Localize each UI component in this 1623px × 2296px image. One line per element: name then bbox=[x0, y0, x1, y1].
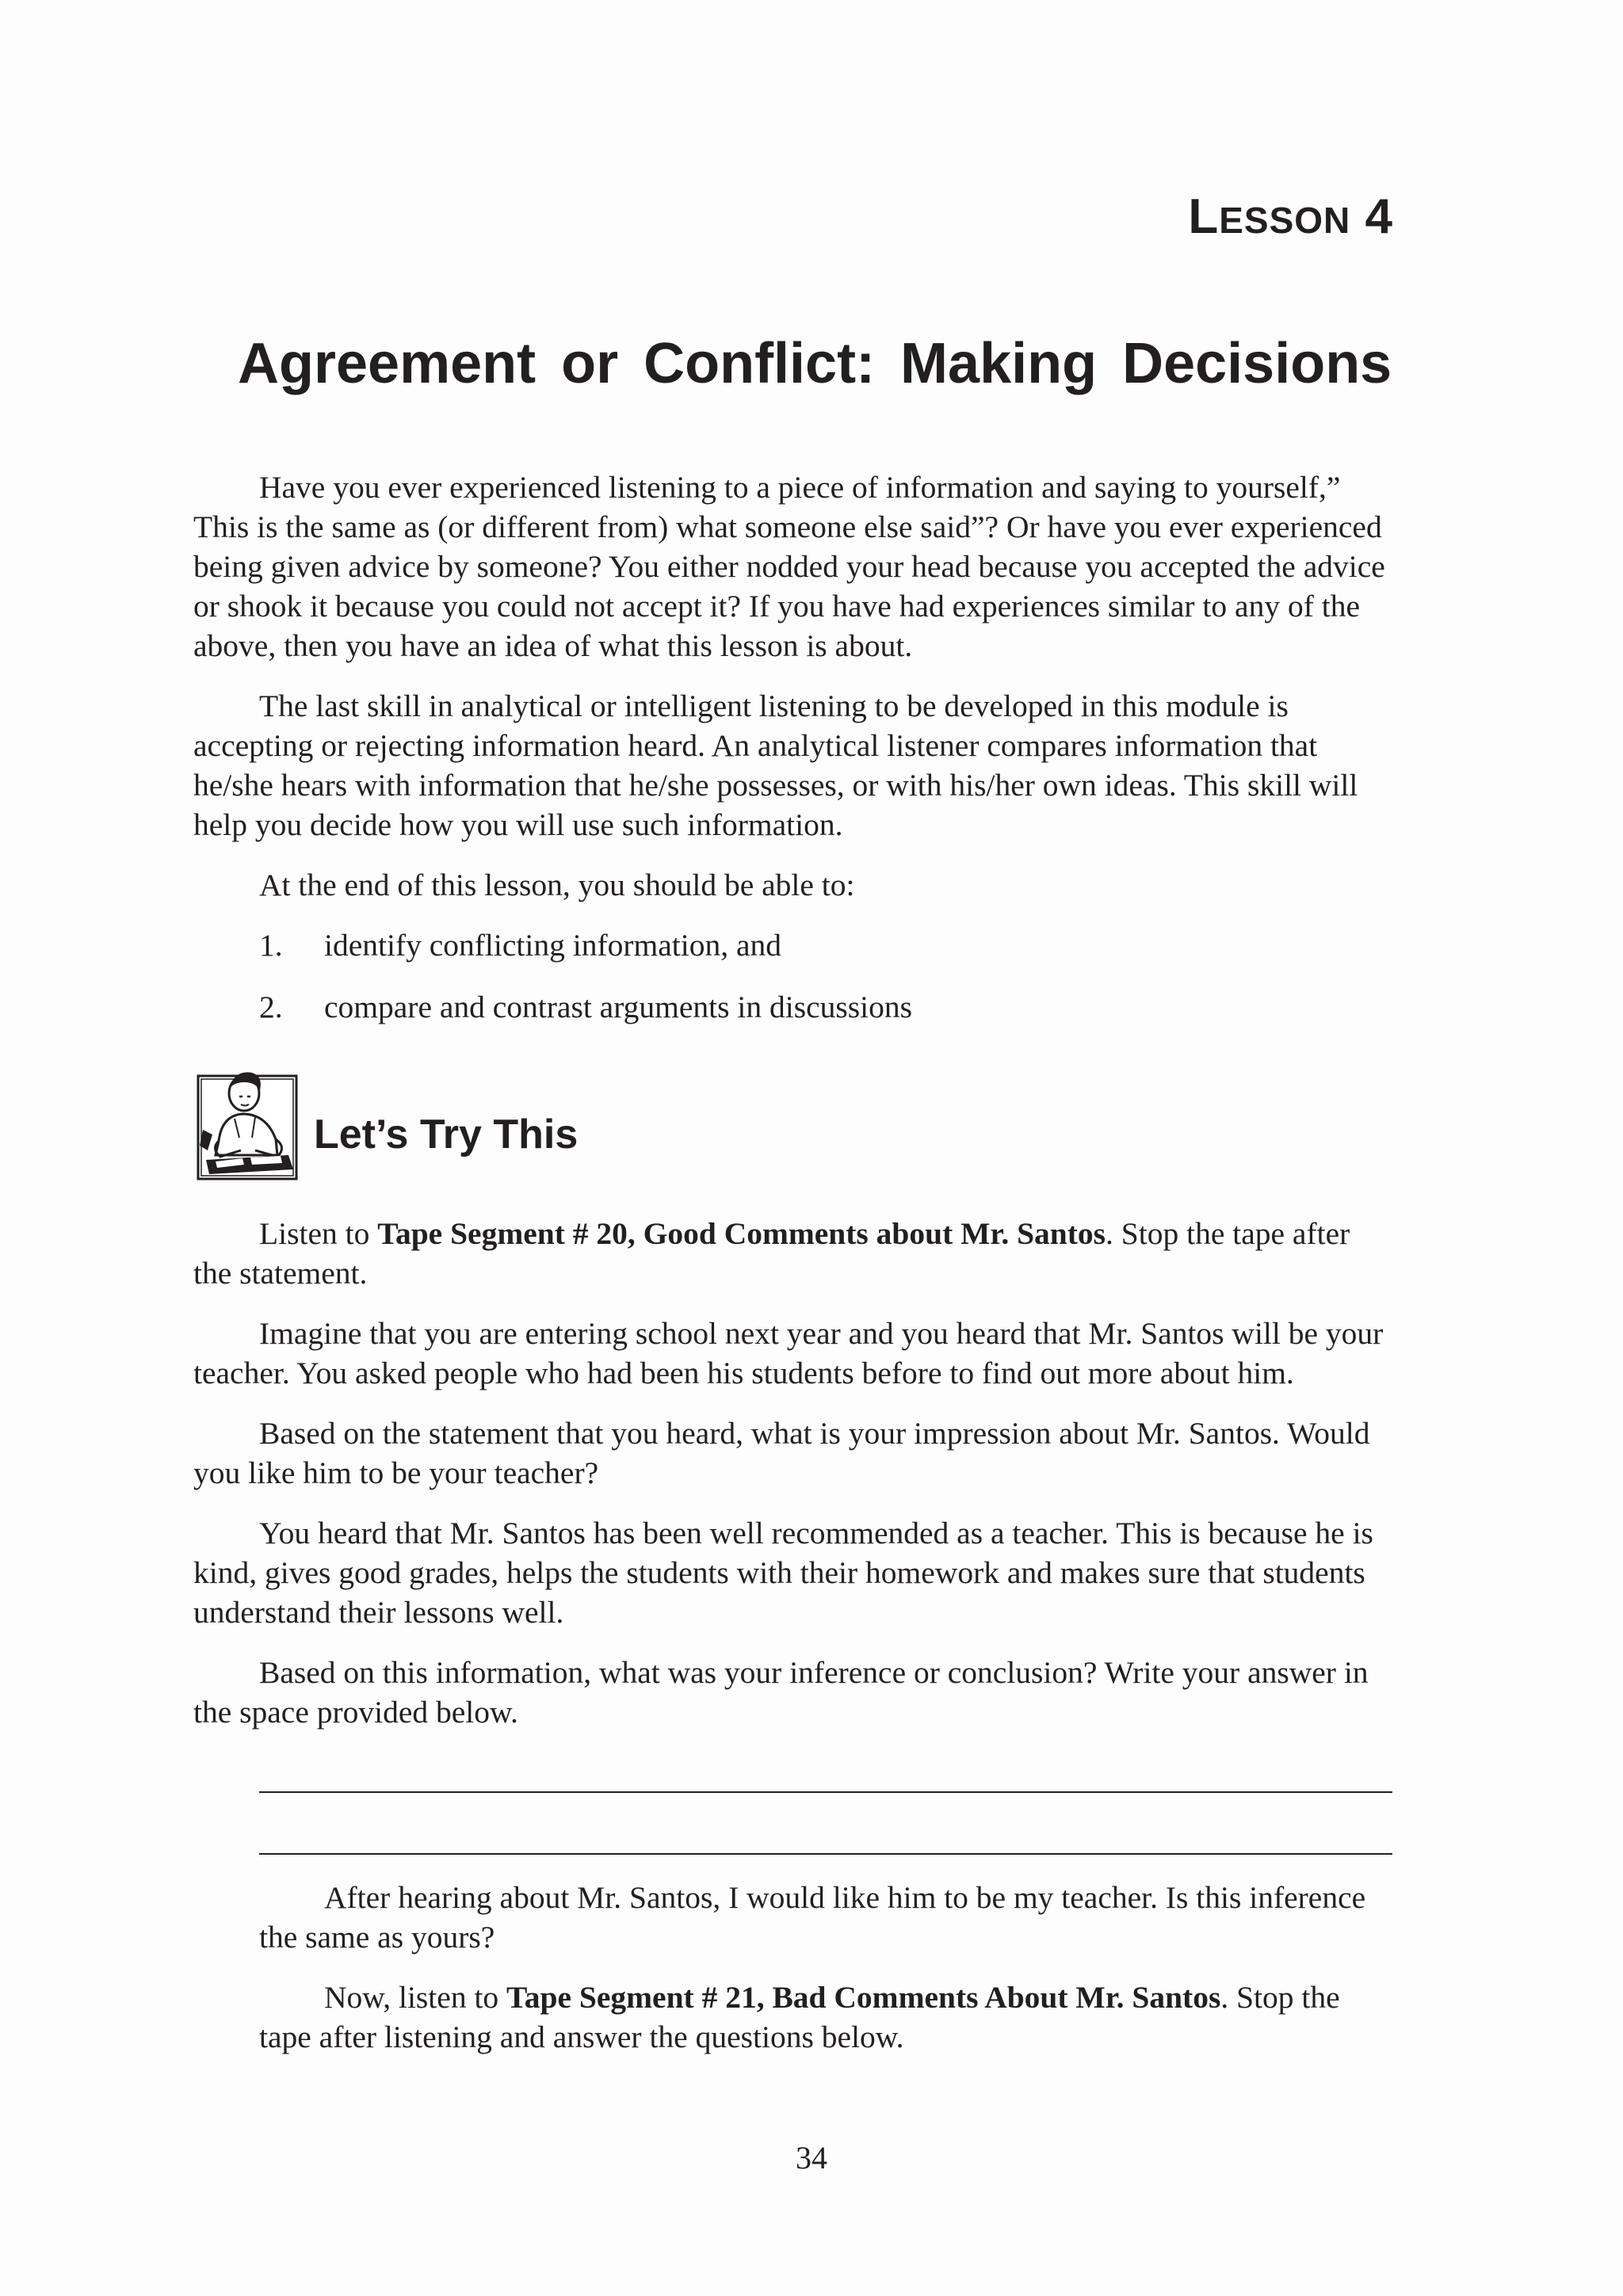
intro-paragraph-3: At the end of this lesson, you should be able to: bbox=[259, 868, 855, 902]
lesson-title: Agreement or Conflict: Making Decisions bbox=[238, 332, 1392, 395]
boy-reading-icon bbox=[195, 1062, 300, 1182]
lets-try-paragraph-7 bbox=[259, 1978, 1392, 2057]
lets-try-this-heading: Let’s Try This bbox=[314, 1112, 579, 1158]
lesson-label-rest: ESSON bbox=[1219, 200, 1351, 241]
paragraph-text: . Stop the tape after the statement. bbox=[193, 1216, 1350, 1291]
tape-segment-21-reference: Tape Segment # 21, Bad Comments About Mr. Santos bbox=[506, 1980, 1221, 2015]
objective-item-2 bbox=[259, 987, 912, 1027]
objective-number: 1. bbox=[259, 928, 283, 963]
lets-try-paragraph-6: After hearing about Mr. Santos, I would like him to be my teacher. Is this inference the same as yours? bbox=[259, 1880, 1366, 1955]
page-number: 34 bbox=[796, 2140, 827, 2176]
paragraph-text: Now, listen to bbox=[324, 1980, 507, 2015]
objective-text: identify conflicting information, and bbox=[324, 928, 781, 963]
objective-text: compare and contrast arguments in discussions bbox=[324, 990, 912, 1024]
answer-line-1[interactable] bbox=[259, 1791, 1392, 1793]
paragraph-text: Listen to bbox=[259, 1216, 378, 1251]
lets-try-paragraph-4: You heard that Mr. Santos has been well recommended as a teacher. This is because he is kind, gives good grades, helps the students with their homework and makes sure that students understand their lessons well. bbox=[193, 1516, 1373, 1630]
lesson-label-first-letter: L bbox=[1188, 189, 1220, 244]
intro-paragraph-1: Have you ever experienced listening to a piece of information and saying to yourself,” This is the same as (or different from) what someone else said”? Or have you ever experienced being given advice by someone? You either nodded your head because you accepted the advice or shook it because you could not accept it? If you have had experiences similar to any of the above, then you have an idea of what this lesson is about. bbox=[193, 470, 1385, 663]
intro-paragraph-2: The last skill in analytical or intelligent listening to be developed in this module is accepting or rejecting information heard. An analytical listener compares information that he/she hears with information that he/she possesses, or with his/her own ideas. This skill will help you decide how you will use such information. bbox=[193, 688, 1358, 842]
lets-try-paragraph-2: Imagine that you are entering school next year and you heard that Mr. Santos will be your teacher. You asked people who had been his students before to find out more about him. bbox=[193, 1316, 1384, 1390]
paragraph-text: . Stop the tape after listening and answer the questions below. bbox=[259, 1980, 1340, 2054]
lesson-label bbox=[1188, 189, 1393, 245]
lesson-number: 4 bbox=[1365, 189, 1393, 244]
lets-try-paragraph-5: Based on this information, what was your inference or conclusion? Write your answer in the space provided below. bbox=[193, 1655, 1369, 1730]
lets-try-paragraph-3: Based on the statement that you heard, what is your impression about Mr. Santos. Would you like him to be your teacher? bbox=[193, 1416, 1370, 1490]
objective-item-1 bbox=[259, 925, 781, 965]
objective-number: 2. bbox=[259, 990, 283, 1024]
tape-segment-20-reference: Tape Segment # 20, Good Comments about Mr. Santos bbox=[377, 1216, 1106, 1251]
answer-line-2[interactable] bbox=[259, 1853, 1392, 1855]
lets-try-paragraph-1 bbox=[193, 1214, 1392, 1293]
